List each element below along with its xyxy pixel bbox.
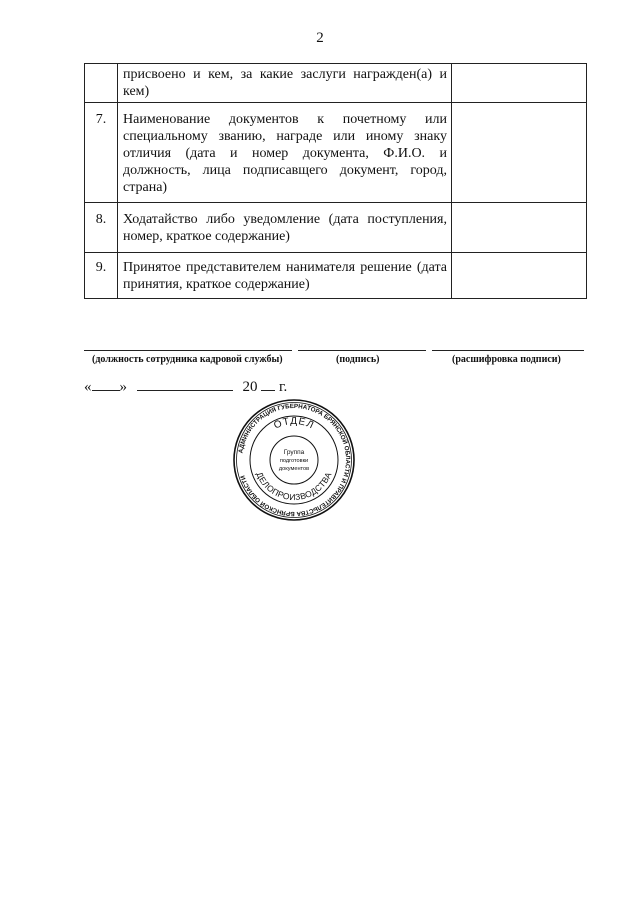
- month-blank[interactable]: [137, 378, 233, 391]
- row-description: Принятое представителем нанимателя решение (дата принятия, краткое содержание): [118, 253, 452, 299]
- row-value-cell[interactable]: [452, 253, 587, 299]
- seal-inner-top-text: ОТДЕЛ: [272, 415, 316, 432]
- table-row: [85, 64, 587, 103]
- info-table: [84, 63, 587, 299]
- table-row: [85, 253, 587, 299]
- table-row: [85, 203, 587, 253]
- department-seal-icon: [232, 398, 356, 522]
- seal-center-line: Группа: [283, 449, 305, 456]
- year-prefix: 20: [242, 379, 258, 395]
- decoding-caption: (расшифровка подписи): [452, 354, 561, 365]
- row-description: присвоено и кем, за какие заслуги награжден(а) и кем): [118, 64, 452, 103]
- seal-outer-text: АДМИНИСТРАЦИЯ ГУБЕРНАТОРА БРЯНСКОЙ ОБЛАСТИ И ПРАВИТЕЛЬСТВА БРЯНСКОЙ ОБЛАСТИ: [237, 402, 352, 518]
- date-line: [84, 378, 287, 396]
- table-row: [85, 103, 587, 203]
- day-blank[interactable]: [92, 378, 120, 391]
- signature-line[interactable]: [298, 350, 426, 351]
- row-value-cell[interactable]: [452, 64, 587, 103]
- seal-center-line: подготовки: [279, 458, 309, 464]
- position-signature-line[interactable]: [84, 350, 292, 351]
- seal-center-line: документов: [278, 466, 310, 472]
- year-blank[interactable]: [261, 378, 275, 391]
- row-number: [85, 64, 118, 103]
- row-number: 9.: [85, 253, 118, 299]
- decoding-signature-line[interactable]: [432, 350, 584, 351]
- page-number: 2: [316, 30, 324, 46]
- signature-caption: (подпись): [336, 354, 380, 365]
- row-value-cell[interactable]: [452, 103, 587, 203]
- row-description: Наименование документов к почетному или специальному званию, награде или иному знаку отличия (дата и номер документа, Ф.И.О. и должность, лица подписавщего документ, город, страна): [118, 103, 452, 203]
- row-value-cell[interactable]: [452, 203, 587, 253]
- close-quote: »: [119, 379, 127, 395]
- row-number: 8.: [85, 203, 118, 253]
- year-suffix: г.: [279, 379, 288, 395]
- position-caption: (должность сотрудника кадровой службы): [92, 354, 283, 365]
- row-number: 7.: [85, 103, 118, 203]
- open-quote: «: [84, 379, 92, 395]
- row-description: Ходатайство либо уведомление (дата поступления, номер, краткое содержание): [118, 203, 452, 253]
- seal-inner-bottom-text: ДЕЛОПРОИЗВОДСТВА: [254, 470, 334, 503]
